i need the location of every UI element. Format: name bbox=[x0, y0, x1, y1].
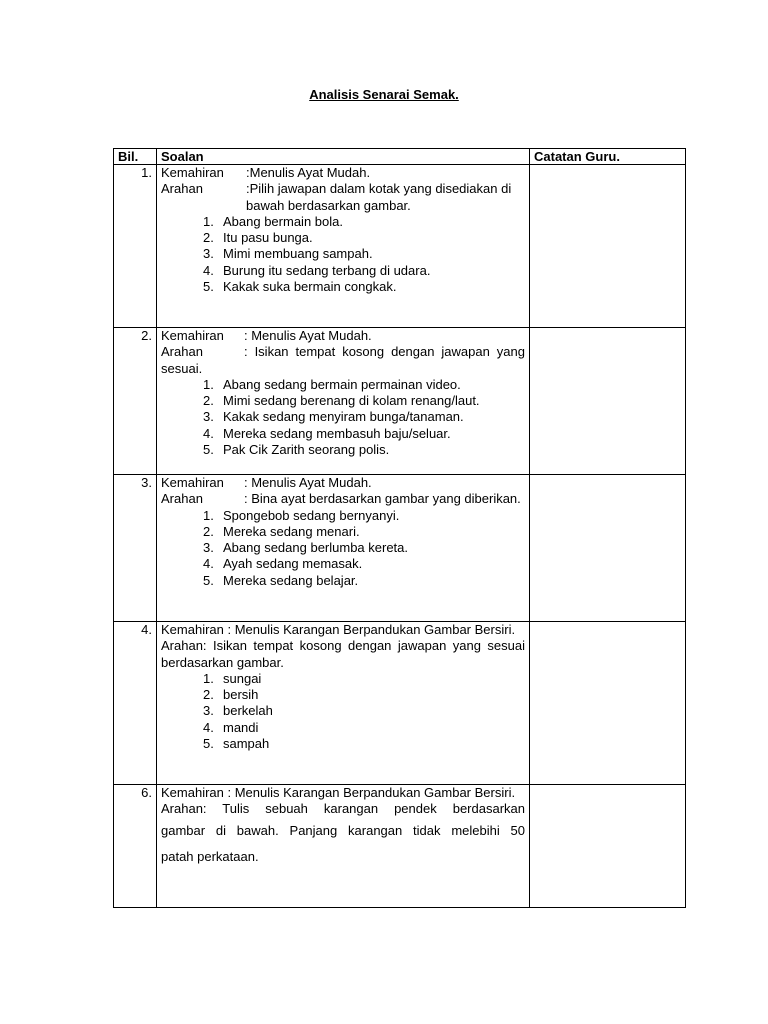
answer-number: 5. bbox=[203, 279, 214, 295]
kemahiran-value: :Menulis Ayat Mudah. bbox=[246, 165, 371, 180]
answer-number: 4. bbox=[203, 262, 214, 278]
kemahiran-label: Kemahiran bbox=[161, 165, 224, 180]
list-item bbox=[203, 409, 525, 425]
catatan-cell bbox=[530, 165, 686, 328]
row-number: 3. bbox=[114, 475, 157, 622]
table-row bbox=[114, 475, 686, 622]
answer-number: 3. bbox=[203, 246, 214, 262]
table-row bbox=[114, 328, 686, 475]
answer-number: 1. bbox=[203, 507, 214, 523]
answer-text: Mimi membuang sampah. bbox=[223, 246, 373, 262]
answer-number: 3. bbox=[203, 703, 214, 719]
arahan-value: : Isikan tempat kosong dengan jawapan yang sesuai. bbox=[161, 344, 525, 376]
row-number: 2. bbox=[114, 328, 157, 475]
kemahiran-line bbox=[161, 165, 525, 181]
arahan-line bbox=[161, 181, 525, 214]
catatan-cell bbox=[530, 785, 686, 908]
answer-text: Abang sedang bermain permainan video. bbox=[223, 376, 461, 392]
header-catatan: Catatan Guru. bbox=[530, 149, 686, 165]
answer-text: bersih bbox=[223, 687, 259, 703]
answer-text: mandi bbox=[223, 719, 259, 735]
answer-text: Itu pasu bunga. bbox=[223, 230, 313, 246]
list-item bbox=[203, 214, 525, 230]
answer-text: Ayah sedang memasak. bbox=[223, 556, 363, 572]
list-item bbox=[203, 556, 525, 572]
answer-number: 1. bbox=[203, 376, 214, 392]
answer-number: 3. bbox=[203, 540, 214, 556]
answer-number: 4. bbox=[203, 425, 214, 441]
kemahiran-label: Kemahiran bbox=[161, 328, 224, 343]
answer-list bbox=[161, 377, 525, 458]
kemahiran-line: Kemahiran : Menulis Karangan Berpandukan Gambar Bersiri. bbox=[161, 622, 516, 637]
answer-number: 4. bbox=[203, 719, 214, 735]
answer-text: Mereka sedang menari. bbox=[223, 523, 360, 539]
arahan-line-1: Arahan: Tulis sebuah karangan pendek berdasarkan bbox=[161, 801, 525, 817]
arahan-line bbox=[161, 344, 525, 377]
answer-text: Burung itu sedang terbang di udara. bbox=[223, 262, 431, 278]
answer-text: Spongebob sedang bernyanyi. bbox=[223, 507, 400, 523]
question-cell bbox=[157, 785, 530, 908]
kemahiran-value: : Menulis Ayat Mudah. bbox=[244, 475, 372, 490]
table-row bbox=[114, 785, 686, 908]
answer-number: 1. bbox=[203, 213, 214, 229]
list-item bbox=[203, 246, 525, 262]
row-number: 6. bbox=[114, 785, 157, 908]
table-row bbox=[114, 622, 686, 785]
answer-number: 5. bbox=[203, 572, 214, 588]
answer-number: 2. bbox=[203, 523, 214, 539]
list-item bbox=[203, 687, 525, 703]
arahan-label: Arahan bbox=[161, 491, 203, 507]
list-item bbox=[203, 540, 525, 556]
table-row bbox=[114, 165, 686, 328]
answer-number: 3. bbox=[203, 409, 214, 425]
list-item bbox=[203, 720, 525, 736]
row-number: 4. bbox=[114, 622, 157, 785]
header-bil: Bil. bbox=[114, 149, 157, 165]
list-item bbox=[203, 703, 525, 719]
arahan-line bbox=[161, 491, 525, 507]
list-item bbox=[203, 736, 525, 752]
list-item bbox=[203, 508, 525, 524]
page-title: Analisis Senarai Semak. bbox=[309, 87, 459, 102]
list-item bbox=[203, 230, 525, 246]
list-item bbox=[203, 573, 525, 589]
arahan-value: : Bina ayat berdasarkan gambar yang diberikan. bbox=[244, 491, 521, 507]
arahan-line-2: gambar di bawah. Panjang karangan tidak melebihi 50 bbox=[161, 822, 525, 838]
list-item bbox=[203, 671, 525, 687]
answer-number: 4. bbox=[203, 556, 214, 572]
kemahiran-line: Kemahiran : Menulis Karangan Berpandukan Gambar Bersiri. bbox=[161, 785, 516, 800]
list-item bbox=[203, 442, 525, 458]
arahan-label: Arahan bbox=[161, 344, 203, 360]
catatan-cell bbox=[530, 328, 686, 475]
answer-text: Mereka sedang belajar. bbox=[223, 572, 359, 588]
answer-text: sampah bbox=[223, 736, 270, 752]
answer-list bbox=[161, 508, 525, 589]
answer-text: Mimi sedang berenang di kolam renang/laut. bbox=[223, 393, 480, 409]
answer-number: 2. bbox=[203, 393, 214, 409]
answer-list bbox=[161, 671, 525, 752]
list-item bbox=[203, 426, 525, 442]
answer-text: berkelah bbox=[223, 703, 273, 719]
answer-number: 5. bbox=[203, 442, 214, 458]
question-cell bbox=[157, 475, 530, 622]
header-soalan: Soalan bbox=[157, 149, 530, 165]
list-item bbox=[203, 263, 525, 279]
answer-text: Kakak sedang menyiram bunga/tanaman. bbox=[223, 409, 464, 425]
row-number: 1. bbox=[114, 165, 157, 328]
table-header-row bbox=[114, 149, 686, 165]
kemahiran-label: Kemahiran bbox=[161, 475, 224, 490]
question-cell bbox=[157, 622, 530, 785]
answer-text: Kakak suka bermain congkak. bbox=[223, 279, 397, 295]
checklist-table bbox=[113, 148, 686, 908]
answer-number: 2. bbox=[203, 687, 214, 703]
answer-list bbox=[161, 214, 525, 295]
answer-number: 5. bbox=[203, 736, 214, 752]
list-item bbox=[203, 524, 525, 540]
arahan-value: :Pilih jawapan dalam kotak yang disediakan di bawah berdasarkan gambar. bbox=[246, 181, 512, 213]
answer-text: sungai bbox=[223, 670, 262, 686]
list-item bbox=[203, 393, 525, 409]
kemahiran-line bbox=[161, 475, 525, 491]
answer-text: Abang sedang berlumba kereta. bbox=[223, 540, 409, 556]
question-cell bbox=[157, 328, 530, 475]
answer-text: Pak Cik Zarith seorang polis. bbox=[223, 442, 390, 458]
arahan-line: Arahan: Isikan tempat kosong dengan jawapan yang sesuai berdasarkan gambar. bbox=[161, 638, 525, 670]
answer-text: Abang bermain bola. bbox=[223, 213, 343, 229]
catatan-cell bbox=[530, 622, 686, 785]
answer-number: 1. bbox=[203, 670, 214, 686]
list-item bbox=[203, 377, 525, 393]
answer-text: Mereka sedang membasuh baju/seluar. bbox=[223, 425, 451, 441]
arahan-line-3: patah perkataan. bbox=[161, 848, 259, 864]
arahan-label: Arahan bbox=[161, 181, 203, 197]
kemahiran-value: : Menulis Ayat Mudah. bbox=[244, 328, 372, 343]
answer-number: 2. bbox=[203, 230, 214, 246]
kemahiran-line bbox=[161, 328, 525, 344]
list-item bbox=[203, 279, 525, 295]
question-cell bbox=[157, 165, 530, 328]
catatan-cell bbox=[530, 475, 686, 622]
